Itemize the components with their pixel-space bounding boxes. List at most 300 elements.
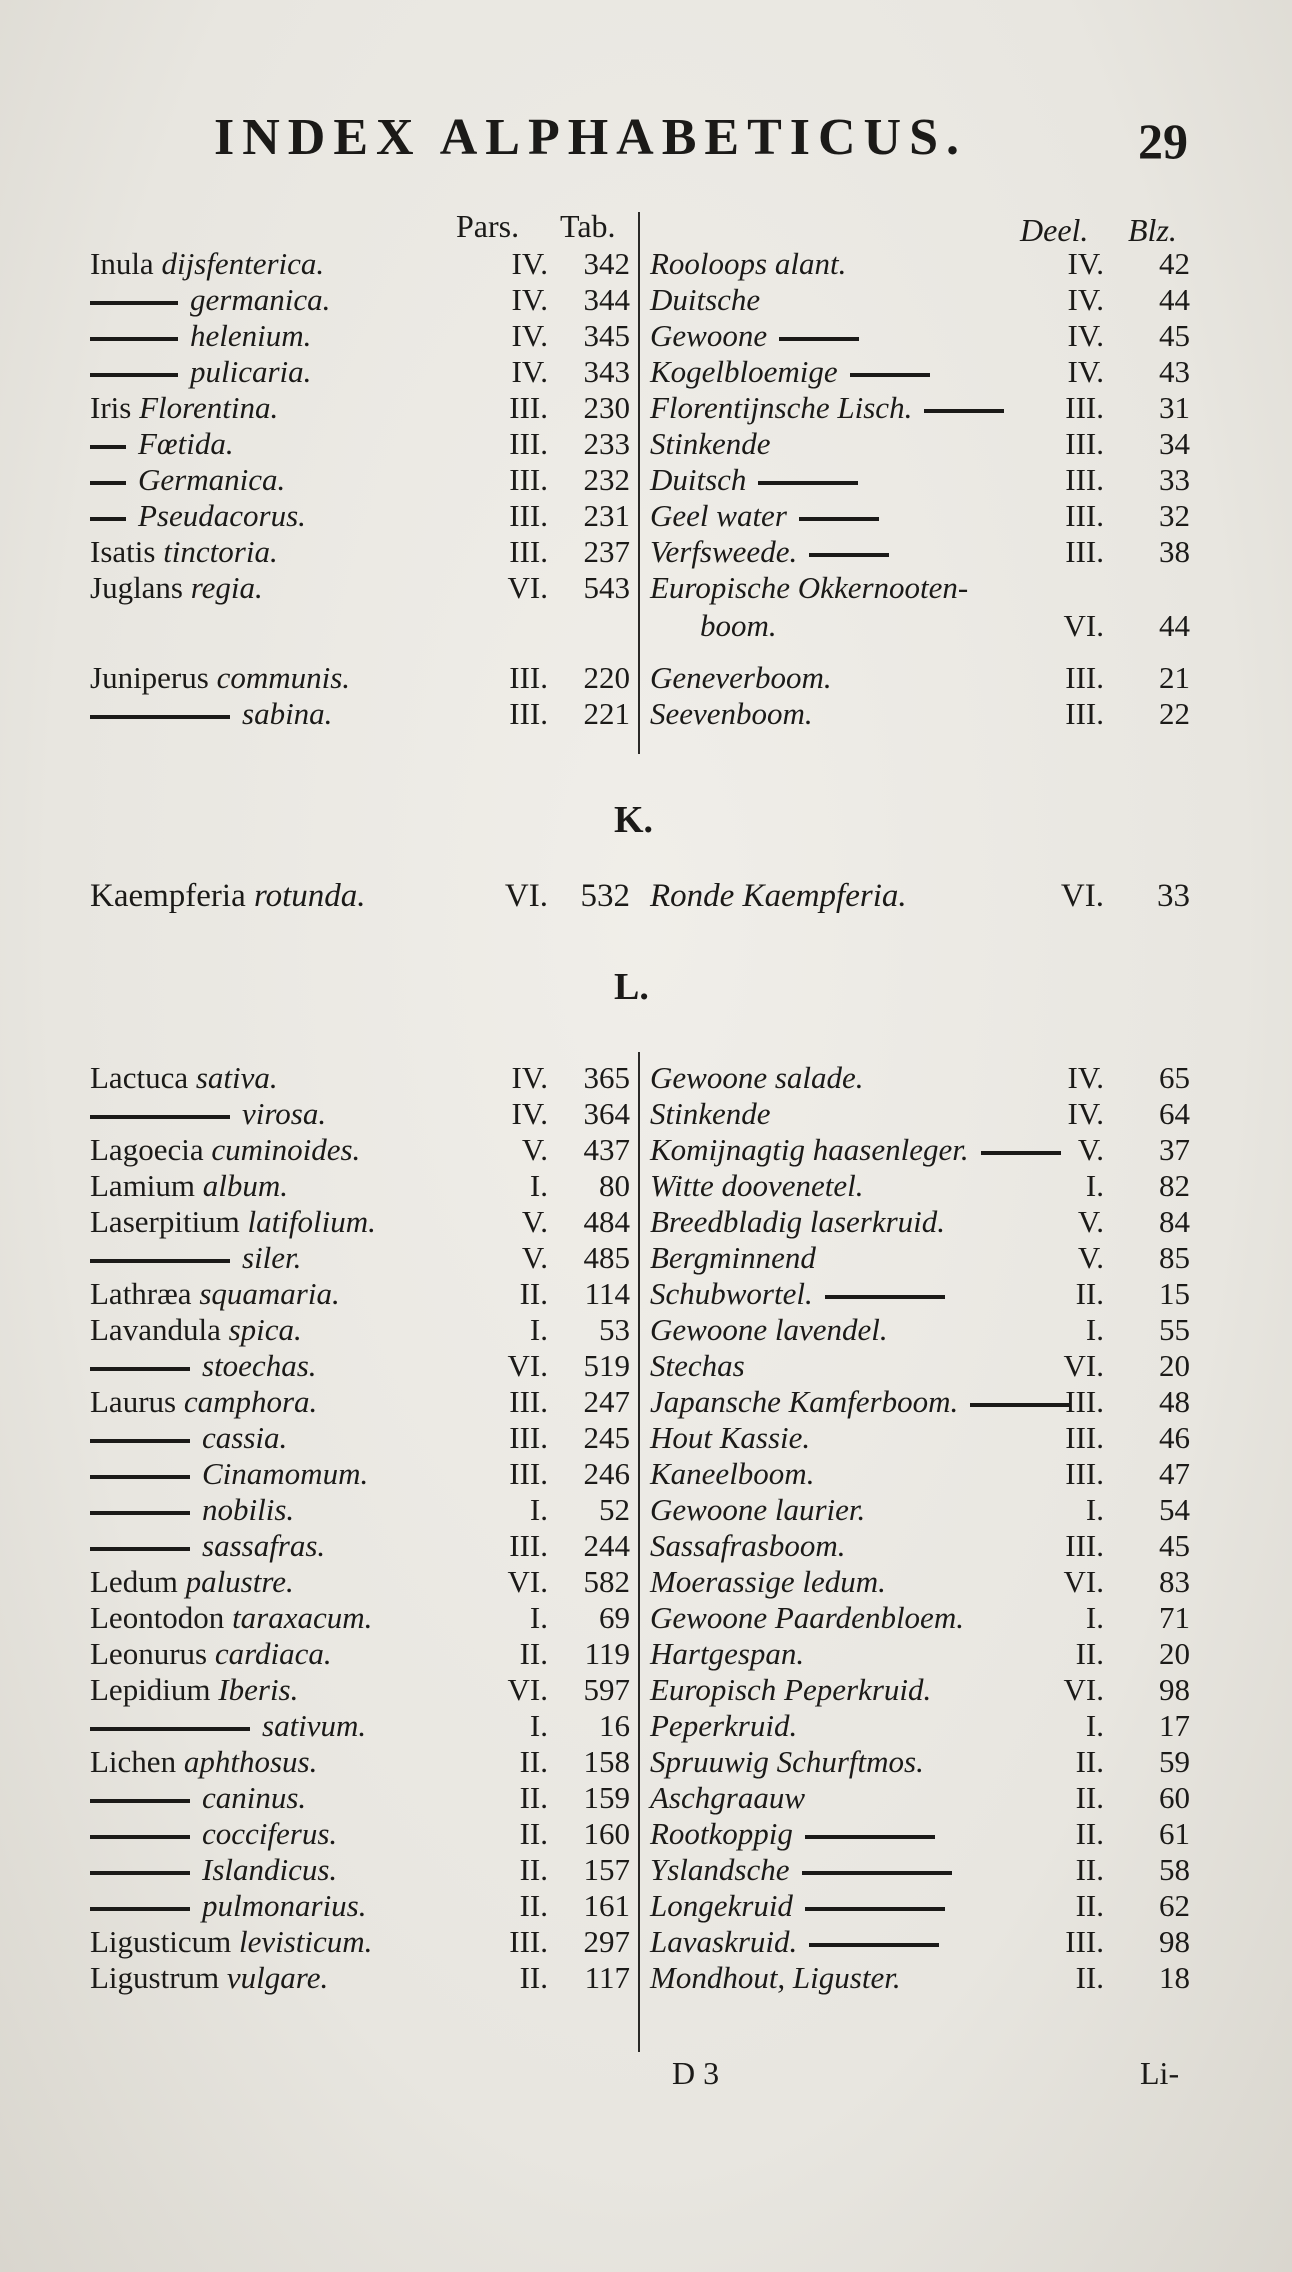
tab-value: 16 bbox=[599, 1708, 630, 1743]
blz-value: 44 bbox=[1159, 282, 1190, 317]
deel-value: III. bbox=[1065, 1924, 1104, 1959]
deel-value: II. bbox=[1075, 1852, 1104, 1887]
tab-value: 519 bbox=[583, 1348, 630, 1383]
blz-value: 65 bbox=[1159, 1060, 1190, 1095]
tab-value: 231 bbox=[583, 498, 630, 533]
latin-name bbox=[90, 1564, 294, 1600]
genus-name: Leonurus bbox=[90, 1636, 208, 1671]
deel-value: II. bbox=[1075, 1744, 1104, 1779]
pars-value: VI. bbox=[507, 1348, 548, 1383]
pars-value: I. bbox=[529, 1708, 548, 1743]
dutch-name bbox=[650, 498, 879, 534]
index-entry bbox=[0, 696, 1292, 732]
blz-value: 98 bbox=[1159, 1672, 1190, 1707]
index-entry bbox=[0, 1708, 1292, 1744]
tab-value: 160 bbox=[583, 1816, 630, 1851]
latin-name bbox=[90, 426, 234, 462]
pars-value: III. bbox=[509, 660, 548, 695]
species-name: aphthosus. bbox=[183, 1744, 318, 1779]
dutch-name-text: Rooloops alant. bbox=[650, 246, 847, 281]
pars-value: III. bbox=[509, 426, 548, 461]
blz-value: 54 bbox=[1159, 1492, 1190, 1527]
genus-name: Lathræa bbox=[90, 1276, 192, 1311]
dutch-name bbox=[650, 1744, 924, 1780]
deel-value: IV. bbox=[1067, 246, 1104, 281]
deel-value: II. bbox=[1075, 1636, 1104, 1671]
dutch-name-text: Sassafrasboom. bbox=[650, 1528, 846, 1563]
species-name: camphora. bbox=[183, 1384, 318, 1419]
species-name: regia. bbox=[190, 570, 263, 605]
latin-name bbox=[90, 1276, 340, 1312]
dutch-name bbox=[650, 1312, 888, 1348]
ditto-dash bbox=[809, 553, 889, 557]
section-heading-k: K. bbox=[614, 799, 654, 841]
ditto-dash bbox=[90, 1367, 190, 1371]
dutch-name bbox=[650, 1780, 805, 1816]
blz-value: 46 bbox=[1159, 1420, 1190, 1455]
dutch-name bbox=[650, 390, 1004, 426]
deel-value: II. bbox=[1075, 1888, 1104, 1923]
blz-value: 59 bbox=[1159, 1744, 1190, 1779]
deel-value: III. bbox=[1065, 1384, 1104, 1419]
blz-value: 82 bbox=[1159, 1168, 1190, 1203]
species-name: sativum. bbox=[262, 1708, 367, 1743]
tab-value: 237 bbox=[583, 534, 630, 569]
dutch-name bbox=[650, 1420, 810, 1456]
deel-value: IV. bbox=[1067, 354, 1104, 389]
latin-name bbox=[90, 1240, 301, 1276]
dutch-name-text: Kogelbloemige bbox=[650, 354, 838, 389]
deel-value: VI. bbox=[1063, 1348, 1104, 1383]
species-name: Germanica. bbox=[138, 462, 286, 497]
index-entry bbox=[0, 1096, 1292, 1132]
dutch-name bbox=[650, 1564, 886, 1600]
deel-value: VI. bbox=[1063, 608, 1104, 643]
tab-value: 157 bbox=[583, 1852, 630, 1887]
tab-value: 364 bbox=[583, 1096, 630, 1131]
ditto-dash bbox=[90, 481, 126, 485]
dutch-name-text: Longekruid bbox=[650, 1888, 793, 1923]
species-name: cocciferus. bbox=[202, 1816, 338, 1851]
dutch-name bbox=[650, 426, 771, 462]
index-entry bbox=[0, 660, 1292, 696]
dutch-name bbox=[650, 1708, 797, 1744]
latin-name bbox=[90, 1420, 287, 1456]
dutch-name bbox=[650, 1600, 964, 1636]
dutch-name-text: Seevenboom. bbox=[650, 696, 813, 731]
latin-name bbox=[90, 696, 332, 732]
index-entry bbox=[0, 1852, 1292, 1888]
blz-value: 98 bbox=[1159, 1924, 1190, 1959]
deel-value: I. bbox=[1085, 1708, 1104, 1743]
dutch-name-text: Moerassige ledum. bbox=[650, 1564, 886, 1599]
index-entry bbox=[0, 1204, 1292, 1240]
tab-value: 232 bbox=[583, 462, 630, 497]
species-name: virosa. bbox=[242, 1096, 327, 1131]
index-entry bbox=[0, 1744, 1292, 1780]
dutch-name bbox=[650, 1636, 804, 1672]
genus-name: Isatis bbox=[90, 534, 156, 569]
latin-name bbox=[90, 1204, 376, 1240]
genus-name: Lavandula bbox=[90, 1312, 221, 1347]
ditto-dash bbox=[90, 1799, 190, 1803]
dutch-name-text: Stinkende bbox=[650, 1096, 771, 1131]
pars-value: VI. bbox=[507, 1564, 548, 1599]
genus-name: Leontodon bbox=[90, 1600, 225, 1635]
dutch-name bbox=[650, 1924, 939, 1960]
dutch-name-text: Aschgraauw bbox=[650, 1780, 805, 1815]
blz-value: 20 bbox=[1159, 1348, 1190, 1383]
tab-column-header: Tab. bbox=[560, 208, 616, 244]
tab-value: 159 bbox=[583, 1780, 630, 1815]
blz-value: 22 bbox=[1159, 696, 1190, 731]
ditto-dash bbox=[90, 1115, 230, 1119]
tab-value: 597 bbox=[583, 1672, 630, 1707]
blz-value: 32 bbox=[1159, 498, 1190, 533]
deel-value: III. bbox=[1065, 1456, 1104, 1491]
latin-name bbox=[90, 1384, 317, 1420]
index-entry bbox=[0, 1384, 1292, 1420]
dutch-name bbox=[650, 1348, 745, 1384]
genus-name: Ligusticum bbox=[90, 1924, 232, 1959]
deel-value: VI. bbox=[1063, 1672, 1104, 1707]
dutch-name bbox=[650, 318, 859, 354]
species-name: cuminoides. bbox=[211, 1132, 361, 1167]
pars-value: V. bbox=[521, 1204, 548, 1239]
dutch-name-text: Breedbladig laserkruid. bbox=[650, 1204, 946, 1239]
ditto-dash bbox=[90, 445, 126, 449]
species-name: album. bbox=[202, 1168, 289, 1203]
deel-value: VI. bbox=[1060, 878, 1104, 914]
deel-value: I. bbox=[1085, 1492, 1104, 1527]
latin-name bbox=[90, 390, 278, 426]
latin-name bbox=[90, 1528, 325, 1564]
species-name: levisticum. bbox=[238, 1924, 373, 1959]
latin-name bbox=[90, 1888, 367, 1924]
ditto-dash bbox=[90, 1439, 190, 1443]
deel-value: III. bbox=[1065, 426, 1104, 461]
blz-value: 58 bbox=[1159, 1852, 1190, 1887]
deel-value: III. bbox=[1065, 1528, 1104, 1563]
pars-value: III. bbox=[509, 1528, 548, 1563]
deel-value: V. bbox=[1077, 1132, 1104, 1167]
tab-value: 485 bbox=[583, 1240, 630, 1275]
blz-value: 62 bbox=[1159, 1888, 1190, 1923]
dutch-name-text: Stinkende bbox=[650, 426, 771, 461]
species-name: sativa. bbox=[195, 1060, 278, 1095]
ditto-dash bbox=[825, 1295, 945, 1299]
latin-name bbox=[90, 354, 311, 390]
index-entry bbox=[0, 1960, 1292, 1996]
tab-value: 342 bbox=[583, 246, 630, 281]
genus-name: Ligustrum bbox=[90, 1960, 220, 1995]
latin-name bbox=[90, 534, 278, 570]
index-entry bbox=[0, 462, 1292, 498]
dutch-name-text: Yslandsche bbox=[650, 1852, 790, 1887]
deel-value: VI. bbox=[1063, 1564, 1104, 1599]
dutch-name bbox=[650, 1888, 945, 1924]
ditto-dash bbox=[924, 409, 1004, 413]
dutch-name-text: Schubwortel. bbox=[650, 1276, 813, 1311]
index-entry bbox=[0, 1060, 1292, 1096]
species-name: palustre. bbox=[185, 1564, 294, 1599]
dutch-name-text: Rootkoppig bbox=[650, 1816, 793, 1851]
latin-name bbox=[90, 1636, 332, 1672]
species-name: Iberis. bbox=[218, 1672, 299, 1707]
ditto-dash bbox=[90, 1547, 190, 1551]
pars-value: I. bbox=[529, 1312, 548, 1347]
blz-value: 55 bbox=[1159, 1312, 1190, 1347]
ditto-dash bbox=[850, 373, 930, 377]
ditto-dash bbox=[90, 1511, 190, 1515]
pars-value: I. bbox=[529, 1492, 548, 1527]
dutch-name-text: Komijnagtig haasenleger. bbox=[650, 1132, 969, 1167]
species-name: pulicaria. bbox=[190, 354, 312, 389]
pars-value: III. bbox=[509, 498, 548, 533]
index-entry bbox=[0, 1168, 1292, 1204]
ditto-dash bbox=[90, 1835, 190, 1839]
signature-mark: D 3 bbox=[672, 2055, 720, 2091]
ditto-dash bbox=[90, 1907, 190, 1911]
latin-name bbox=[90, 1132, 360, 1168]
genus-name: Iris bbox=[90, 390, 132, 425]
dutch-name bbox=[650, 1528, 846, 1564]
pars-value: IV. bbox=[511, 246, 548, 281]
tab-value: 114 bbox=[584, 1276, 630, 1311]
index-entry bbox=[0, 1888, 1292, 1924]
blz-value: 61 bbox=[1159, 1816, 1190, 1851]
dutch-name bbox=[650, 534, 889, 570]
blz-value: 33 bbox=[1157, 878, 1190, 914]
pars-value: VI. bbox=[507, 1672, 548, 1707]
index-entry bbox=[0, 1636, 1292, 1672]
tab-value: 345 bbox=[583, 318, 630, 353]
pars-value: IV. bbox=[511, 318, 548, 353]
blz-value: 33 bbox=[1159, 462, 1190, 497]
blz-value: 38 bbox=[1159, 534, 1190, 569]
species-name: Islandicus. bbox=[202, 1852, 338, 1887]
ditto-dash bbox=[90, 373, 178, 377]
dutch-name-text: Lavaskruid. bbox=[650, 1924, 798, 1959]
index-entry bbox=[0, 570, 1292, 643]
section-heading-l: L. bbox=[614, 966, 649, 1008]
latin-name bbox=[90, 1348, 317, 1384]
genus-name: Laurus bbox=[90, 1384, 177, 1419]
tab-value: 245 bbox=[583, 1420, 630, 1455]
latin-name bbox=[90, 1744, 317, 1780]
index-entry bbox=[0, 390, 1292, 426]
species-name: stoechas. bbox=[202, 1348, 317, 1383]
dutch-name bbox=[650, 246, 846, 282]
latin-name bbox=[90, 660, 350, 696]
dutch-name bbox=[650, 1276, 945, 1312]
pars-value: II. bbox=[519, 1744, 548, 1779]
pars-value: III. bbox=[509, 534, 548, 569]
tab-value: 69 bbox=[599, 1600, 630, 1635]
tab-value: 230 bbox=[583, 390, 630, 425]
blz-value: 85 bbox=[1159, 1240, 1190, 1275]
dutch-name bbox=[650, 1960, 901, 1996]
species-name: nobilis. bbox=[202, 1492, 295, 1527]
dutch-name-text: Gewoone laurier. bbox=[650, 1492, 866, 1527]
deel-value: IV. bbox=[1067, 1096, 1104, 1131]
page-title: INDEX ALPHABETICUS. bbox=[214, 109, 968, 166]
pars-value: II. bbox=[519, 1888, 548, 1923]
ditto-dash bbox=[802, 1871, 952, 1875]
dutch-name bbox=[650, 570, 968, 606]
species-name: sabina. bbox=[242, 696, 333, 731]
dutch-name-text: Kaneelboom. bbox=[650, 1456, 815, 1491]
deel-value: III. bbox=[1065, 462, 1104, 497]
dutch-name bbox=[650, 1240, 816, 1276]
ditto-dash bbox=[779, 337, 859, 341]
pars-value: III. bbox=[509, 1420, 548, 1455]
dutch-name-text: Geel water bbox=[650, 498, 787, 533]
tab-value: 158 bbox=[583, 1744, 630, 1779]
blz-value: 44 bbox=[1159, 608, 1190, 643]
ditto-dash bbox=[758, 481, 858, 485]
ditto-dash bbox=[90, 715, 230, 719]
species-name: taraxacum. bbox=[232, 1600, 373, 1635]
pars-value: III. bbox=[509, 462, 548, 497]
dutch-name bbox=[650, 1852, 952, 1888]
deel-value: III. bbox=[1065, 660, 1104, 695]
blz-value: 48 bbox=[1159, 1384, 1190, 1419]
tab-value: 221 bbox=[583, 696, 630, 731]
species-name: dijsfenterica. bbox=[161, 246, 325, 281]
dutch-name-text: Gewoone salade. bbox=[650, 1060, 864, 1095]
pars-value: III. bbox=[509, 1384, 548, 1419]
latin-name bbox=[90, 1708, 366, 1744]
dutch-name-text: Duitsche bbox=[650, 282, 761, 317]
genus-name: Ledum bbox=[90, 1564, 178, 1599]
latin-name bbox=[90, 878, 366, 914]
deel-value: IV. bbox=[1067, 282, 1104, 317]
deel-value: III. bbox=[1065, 1420, 1104, 1455]
dutch-name-text: Mondhout, Liguster. bbox=[650, 1960, 901, 1995]
latin-name bbox=[90, 462, 285, 498]
pars-value: I. bbox=[529, 1168, 548, 1203]
dutch-name bbox=[650, 1168, 863, 1204]
pars-value: II. bbox=[519, 1636, 548, 1671]
index-entry bbox=[0, 426, 1292, 462]
pars-value: I. bbox=[529, 1600, 548, 1635]
deel-value: III. bbox=[1065, 696, 1104, 731]
genus-name: Juniperus bbox=[90, 660, 209, 695]
dutch-name-continuation: boom. bbox=[700, 608, 777, 643]
dutch-name-text: Stechas bbox=[650, 1348, 745, 1383]
deel-value: I. bbox=[1085, 1312, 1104, 1347]
pars-value: III. bbox=[509, 1456, 548, 1491]
species-name: cardiaca. bbox=[214, 1636, 332, 1671]
dutch-name-text: Duitsch bbox=[650, 462, 747, 497]
index-entry bbox=[0, 1312, 1292, 1348]
dutch-name bbox=[650, 696, 813, 732]
pars-column-header: Pars. bbox=[456, 208, 520, 244]
dutch-name bbox=[650, 1096, 771, 1132]
index-entry bbox=[0, 318, 1292, 354]
blz-value: 15 bbox=[1159, 1276, 1190, 1311]
blz-value: 45 bbox=[1159, 1528, 1190, 1563]
blz-value: 31 bbox=[1159, 390, 1190, 425]
tab-value: 119 bbox=[584, 1636, 630, 1671]
dutch-name-text: Spruuwig Schurftmos. bbox=[650, 1744, 924, 1779]
latin-name bbox=[90, 1816, 337, 1852]
deel-value: V. bbox=[1077, 1204, 1104, 1239]
ditto-dash bbox=[90, 1259, 230, 1263]
deel-column-header: Deel. bbox=[1020, 212, 1089, 248]
dutch-name bbox=[650, 1816, 935, 1852]
dutch-name bbox=[650, 1492, 865, 1528]
deel-value: III. bbox=[1065, 390, 1104, 425]
index-entry bbox=[0, 878, 1292, 914]
species-name: caninus. bbox=[202, 1780, 307, 1815]
ditto-dash bbox=[90, 517, 126, 521]
pars-value: V. bbox=[521, 1132, 548, 1167]
genus-name: Kaempferia bbox=[90, 878, 246, 914]
tab-value: 297 bbox=[583, 1924, 630, 1959]
species-name: Pseudacorus. bbox=[138, 498, 306, 533]
species-name: spica. bbox=[228, 1312, 302, 1347]
pars-value: II. bbox=[519, 1276, 548, 1311]
tab-value: 365 bbox=[583, 1060, 630, 1095]
species-name: germanica. bbox=[190, 282, 331, 317]
dutch-name bbox=[650, 1456, 814, 1492]
ditto-dash bbox=[90, 1871, 190, 1875]
dutch-name-text: Japansche Kamferboom. bbox=[650, 1384, 959, 1419]
blz-value: 21 bbox=[1159, 660, 1190, 695]
index-entry bbox=[0, 1420, 1292, 1456]
catchword: Li- bbox=[1140, 2055, 1180, 2091]
tab-value: 543 bbox=[583, 570, 630, 605]
index-entry bbox=[0, 498, 1292, 534]
species-name: latifolium. bbox=[247, 1204, 376, 1239]
latin-name bbox=[90, 246, 324, 282]
latin-name bbox=[90, 318, 311, 354]
deel-value: II. bbox=[1075, 1816, 1104, 1851]
blz-value: 60 bbox=[1159, 1780, 1190, 1815]
genus-name: Lepidium bbox=[90, 1672, 211, 1707]
blz-value: 83 bbox=[1159, 1564, 1190, 1599]
page-number: 29 bbox=[1138, 113, 1188, 169]
tab-value: 52 bbox=[599, 1492, 630, 1527]
pars-value: III. bbox=[509, 696, 548, 731]
dutch-name bbox=[650, 660, 832, 696]
deel-value: II. bbox=[1075, 1780, 1104, 1815]
deel-value: IV. bbox=[1067, 318, 1104, 353]
deel-value: IV. bbox=[1067, 1060, 1104, 1095]
pars-value: II. bbox=[519, 1816, 548, 1851]
species-name: helenium. bbox=[190, 318, 312, 353]
deel-value: III. bbox=[1065, 534, 1104, 569]
deel-value: I. bbox=[1085, 1600, 1104, 1635]
index-entry bbox=[0, 1600, 1292, 1636]
latin-name bbox=[90, 1924, 372, 1960]
dutch-name bbox=[650, 354, 930, 390]
dutch-name-text: Gewoone bbox=[650, 318, 768, 353]
tab-value: 117 bbox=[584, 1960, 630, 1995]
latin-name bbox=[90, 1960, 328, 1996]
blz-value: 18 bbox=[1159, 1960, 1190, 1995]
blz-value: 71 bbox=[1159, 1600, 1190, 1635]
index-entry bbox=[0, 1348, 1292, 1384]
blz-value: 47 bbox=[1159, 1456, 1190, 1491]
dutch-name-text: Bergminnend bbox=[650, 1240, 816, 1275]
tab-value: 53 bbox=[599, 1312, 630, 1347]
index-entry bbox=[0, 1780, 1292, 1816]
blz-value: 84 bbox=[1159, 1204, 1190, 1239]
species-name: communis. bbox=[216, 660, 351, 695]
